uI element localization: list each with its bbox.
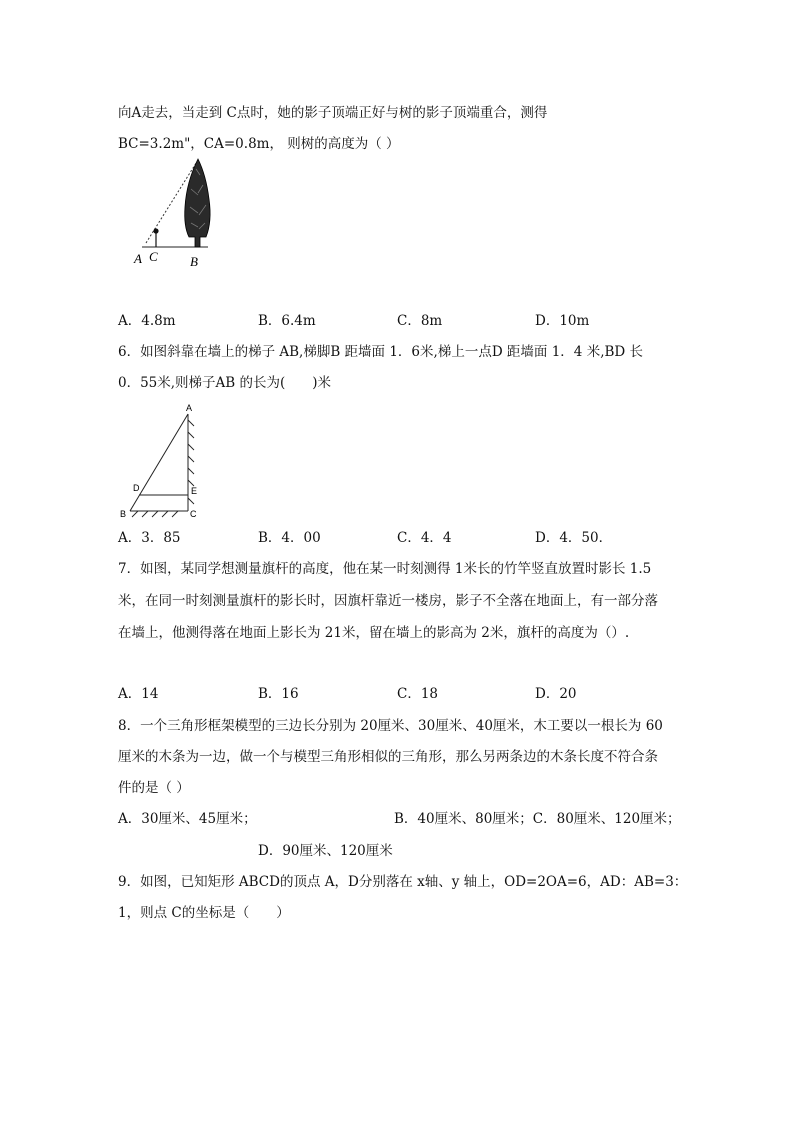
label-b: B bbox=[190, 254, 198, 269]
q7-option-c: C．18 bbox=[397, 686, 439, 702]
q9-line2: 1，则点 C的坐标是（ ） bbox=[118, 905, 290, 921]
q5-option-d: D．10m bbox=[535, 313, 590, 329]
person-head bbox=[153, 228, 158, 233]
q7-option-b: B．16 bbox=[258, 686, 299, 702]
ground-hatching bbox=[132, 511, 178, 517]
q6-line2: 0．55米,则梯子AB 的长为( )米 bbox=[118, 375, 332, 391]
q8-option-a: A．30厘米、45厘米； bbox=[118, 811, 257, 827]
q6-option-c: C．4．4 bbox=[397, 530, 452, 546]
q8-option-d: D．90厘米、120厘米 bbox=[258, 843, 393, 859]
q7-line3: 在墙上，他测得落在地面上影长为 21米，留在墙上的影高为 2米，旗杆的高度为（）. bbox=[118, 625, 630, 641]
q6-line1: 6．如图斜靠在墙上的梯子 AB,梯脚B 距墙面 1．6米,梯上一点D 距墙面 1．4 米,BD 长 bbox=[118, 344, 644, 360]
label-c: C bbox=[149, 249, 158, 264]
q7-option-d: D．20 bbox=[535, 686, 577, 702]
q9-line1: 9．如图，已知矩形 ABCD的顶点 A，D分别落在 x轴、y 轴上，OD=2OA=6，AD：AB=3： bbox=[118, 874, 688, 890]
q6-option-b: B．4．00 bbox=[258, 530, 321, 546]
q5-option-c: C．8m bbox=[397, 313, 443, 329]
q5-line2: BC=3.2m"，CA=0.8m， 则树的高度为（ ） bbox=[118, 136, 400, 152]
q7-line1: 7．如图，某同学想测量旗杆的高度，他在某一时刻测得 1米长的竹竿竖直放置时影长 1.5 bbox=[118, 561, 652, 577]
q8-option-bc: B．40厘米、80厘米；C．80厘米、120厘米； bbox=[394, 811, 681, 827]
ladder-ab bbox=[130, 414, 188, 511]
q5-line1: 向A走去，当走到 C点时，她的影子顶端正好与树的影子顶端重合，测得 bbox=[118, 105, 548, 121]
label-a: A bbox=[186, 403, 193, 413]
q6-option-d: D．4．50． bbox=[535, 530, 613, 546]
q8-line3: 件的是（ ） bbox=[118, 780, 190, 796]
q7-line2: 米，在同一时刻测量旗杆的影长时，因旗杆靠近一楼房，影子不全落在地面上，有一部分落 bbox=[118, 593, 658, 609]
q8-line2: 厘米的木条为一边，做一个与模型三角形相似的三角形，那么另两条边的木条长度不符合条 bbox=[118, 749, 658, 765]
tree-icon bbox=[185, 159, 210, 247]
label-c: C bbox=[190, 509, 197, 519]
q6-ladder-figure bbox=[116, 400, 216, 522]
label-a: A bbox=[134, 251, 142, 266]
label-b: B bbox=[120, 509, 127, 519]
q6-option-a: A．3．85 bbox=[118, 530, 181, 546]
label-e: E bbox=[191, 486, 198, 496]
q5-tree-figure bbox=[128, 155, 218, 270]
q8-line1: 8．一个三角形框架模型的三边长分别为 20厘米、30厘米、40厘米，木工要以一根长为 60 bbox=[118, 718, 663, 734]
q7-option-a: A．14 bbox=[118, 686, 159, 702]
q5-option-a: A．4.8m bbox=[118, 313, 176, 329]
label-d: D bbox=[133, 483, 140, 493]
q5-option-b: B．6.4m bbox=[258, 313, 316, 329]
